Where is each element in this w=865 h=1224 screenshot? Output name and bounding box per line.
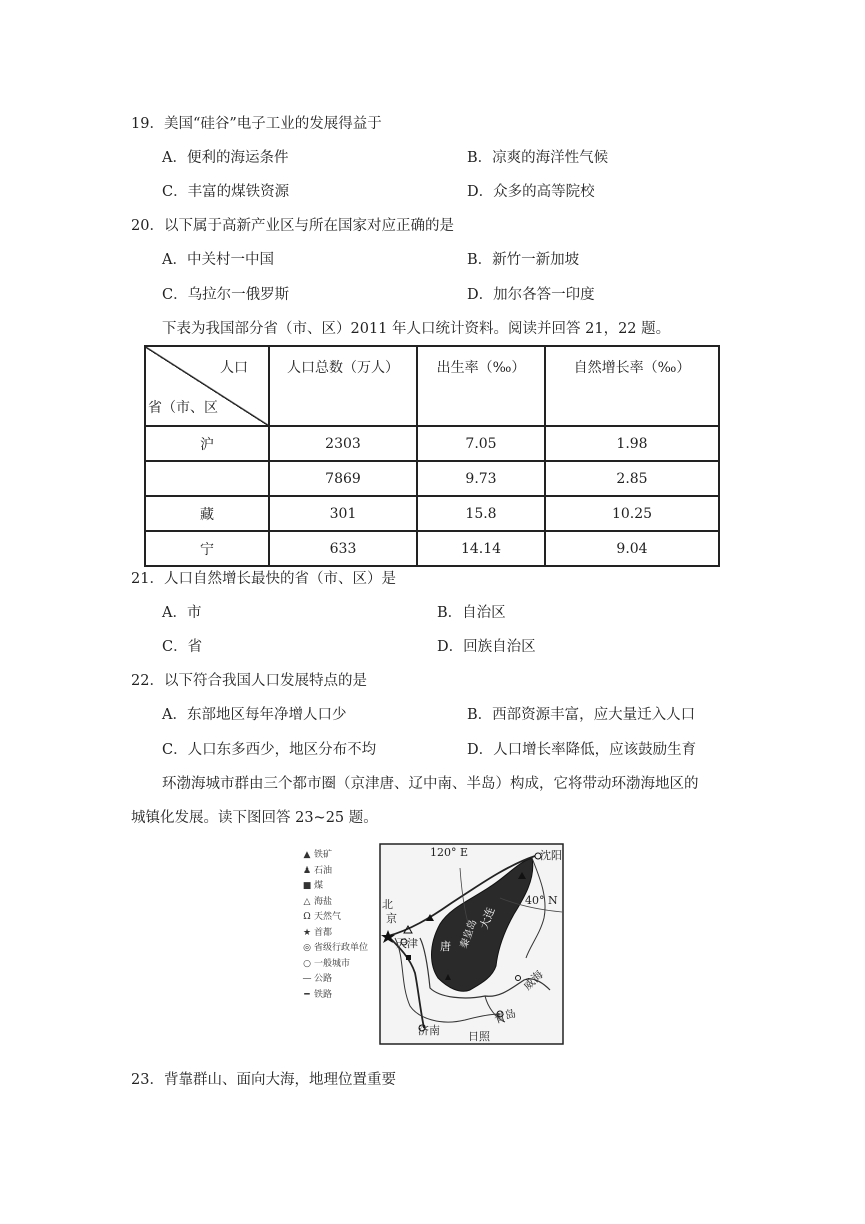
table-cell: 藏 xyxy=(145,496,269,531)
legend-item: ◎ 省级行政单位 xyxy=(300,941,380,957)
table-cell xyxy=(145,461,269,496)
city-label-weihai: 威海 xyxy=(520,967,546,993)
city-label-beijing-2: 京 xyxy=(386,912,397,925)
q19-option-d: D．众多的高等院校 xyxy=(467,184,595,200)
header-birth-rate: 出生率（‰） xyxy=(417,346,545,426)
q21-stem: 21．人口自然增长最快的省（市、区）是 xyxy=(131,571,396,587)
city-label-shenyang: 沈阳 xyxy=(540,849,562,862)
city-label-tianjin: 天津 xyxy=(396,937,418,950)
q19-option-a: A．便利的海运条件 xyxy=(162,150,289,166)
table-cell: 9.04 xyxy=(545,531,719,566)
table-row xyxy=(145,531,719,566)
capital-star-icon: ★ xyxy=(302,927,312,938)
q22-option-a: A．东部地区每年净增人口少 xyxy=(162,707,347,723)
table-intro: 下表为我国部分省（市、区）2011 年人口统计资料。阅读并回答 21，22 题。 xyxy=(162,321,671,337)
q20-option-c: C．乌拉尔一俄罗斯 xyxy=(162,287,290,303)
legend-item: ○ 一般城市 xyxy=(300,957,380,973)
q21-option-a: A．市 xyxy=(162,605,202,621)
q19-option-c: C．丰富的煤铁资源 xyxy=(162,184,290,200)
latitude-label: 40° N xyxy=(525,894,558,907)
table-corner-cell xyxy=(145,346,269,426)
map-intro-line-2: 城镇化发展。读下图回答 23~25 题。 xyxy=(131,810,378,826)
q19-stem: 19．美国“硅谷”电子工业的发展得益于 xyxy=(131,116,382,132)
q19-option-b: B．凉爽的海洋性气候 xyxy=(467,150,609,166)
table-cell: 沪 xyxy=(145,426,269,461)
q23-stem: 23．背靠群山、面向大海，地理位置重要 xyxy=(131,1072,396,1088)
header-total: 人口总数（万人） xyxy=(269,346,417,426)
map-intro-line-1: 环渤海城市群由三个都市圈（京津唐、辽中南、半岛）构成，它将带动环渤海地区的 xyxy=(162,776,699,792)
q21-option-b: B．自治区 xyxy=(437,605,506,621)
header-growth-rate: 自然增长率（‰） xyxy=(545,346,719,426)
legend-item: ━ 铁路 xyxy=(300,988,380,1004)
table-cell: 1.98 xyxy=(545,426,719,461)
table-cell: 14.14 xyxy=(417,531,545,566)
table-cell: 301 xyxy=(269,496,417,531)
table-header-row xyxy=(145,346,719,426)
table-cell: 2.85 xyxy=(545,461,719,496)
legend-item: △ 海盐 xyxy=(300,895,380,911)
city-label-beijing-1: 北 xyxy=(382,898,393,911)
railway-line-icon: ━ xyxy=(304,989,310,1000)
legend-item: — 公路 xyxy=(300,972,380,988)
sea-salt-icon: △ xyxy=(303,896,311,907)
city-label-jinan: 济南 xyxy=(418,1024,440,1037)
table-cell: 9.73 xyxy=(417,461,545,496)
city-label-rizhao: 日照 xyxy=(468,1030,490,1043)
city-label-tangshan: 唐 xyxy=(440,940,451,953)
q22-option-b: B．西部资源丰富，应大量迁入人口 xyxy=(467,707,696,723)
q22-option-c: C．人口东多西少，地区分布不均 xyxy=(162,742,377,758)
oil-icon: ♟ xyxy=(302,865,312,876)
q20-option-a: A．中关村一中国 xyxy=(162,252,274,268)
legend-item: ★ 首都 xyxy=(300,926,380,942)
q22-stem: 22．以下符合我国人口发展特点的是 xyxy=(131,673,367,689)
population-table xyxy=(144,345,720,567)
city-icon: ○ xyxy=(303,958,311,969)
q20-stem: 20．以下属于高新产业区与所在国家对应正确的是 xyxy=(131,218,454,234)
natural-gas-icon: Ω xyxy=(303,912,311,922)
q21-option-d: D．回族自治区 xyxy=(437,639,536,655)
longitude-label: 120° E xyxy=(430,846,469,859)
table-cell: 2303 xyxy=(269,426,417,461)
city-label-qinhuangdao: 秦皇岛 xyxy=(458,918,480,951)
table-row xyxy=(145,496,719,531)
q20-option-d: D．加尔各答一印度 xyxy=(467,287,595,303)
bohai-map-figure xyxy=(300,838,575,1050)
table-cell: 7869 xyxy=(269,461,417,496)
q20-option-b: B．新竹一新加坡 xyxy=(467,252,580,268)
legend-item: ▲ 铁矿 xyxy=(300,848,380,864)
corner-top-label: 人口 xyxy=(220,360,248,376)
legend-item: Ω 天然气 xyxy=(300,910,380,926)
table-row xyxy=(145,426,719,461)
coal-icon: ■ xyxy=(302,881,312,891)
highway-line-icon: — xyxy=(302,974,312,984)
corner-bottom-label: 省（市、区 xyxy=(148,400,218,416)
table-cell: 宁 xyxy=(145,531,269,566)
q21-option-c: C．省 xyxy=(162,639,203,655)
provincial-capital-icon: ◎ xyxy=(303,943,311,953)
table-cell: 633 xyxy=(269,531,417,566)
q22-option-d: D．人口增长率降低，应该鼓励生育 xyxy=(467,742,697,758)
legend-item: ♟ 石油 xyxy=(300,864,380,880)
city-label-qingdao: 青岛 xyxy=(492,1006,518,1027)
iron-ore-icon: ▲ xyxy=(303,850,311,860)
table-cell: 7.05 xyxy=(417,426,545,461)
table-row xyxy=(145,461,719,496)
table-cell: 10.25 xyxy=(545,496,719,531)
table-cell: 15.8 xyxy=(417,496,545,531)
city-label-dalian: 大连 xyxy=(477,905,498,931)
legend-item: ■ 煤 xyxy=(300,879,380,895)
map-drawing xyxy=(300,838,575,1050)
